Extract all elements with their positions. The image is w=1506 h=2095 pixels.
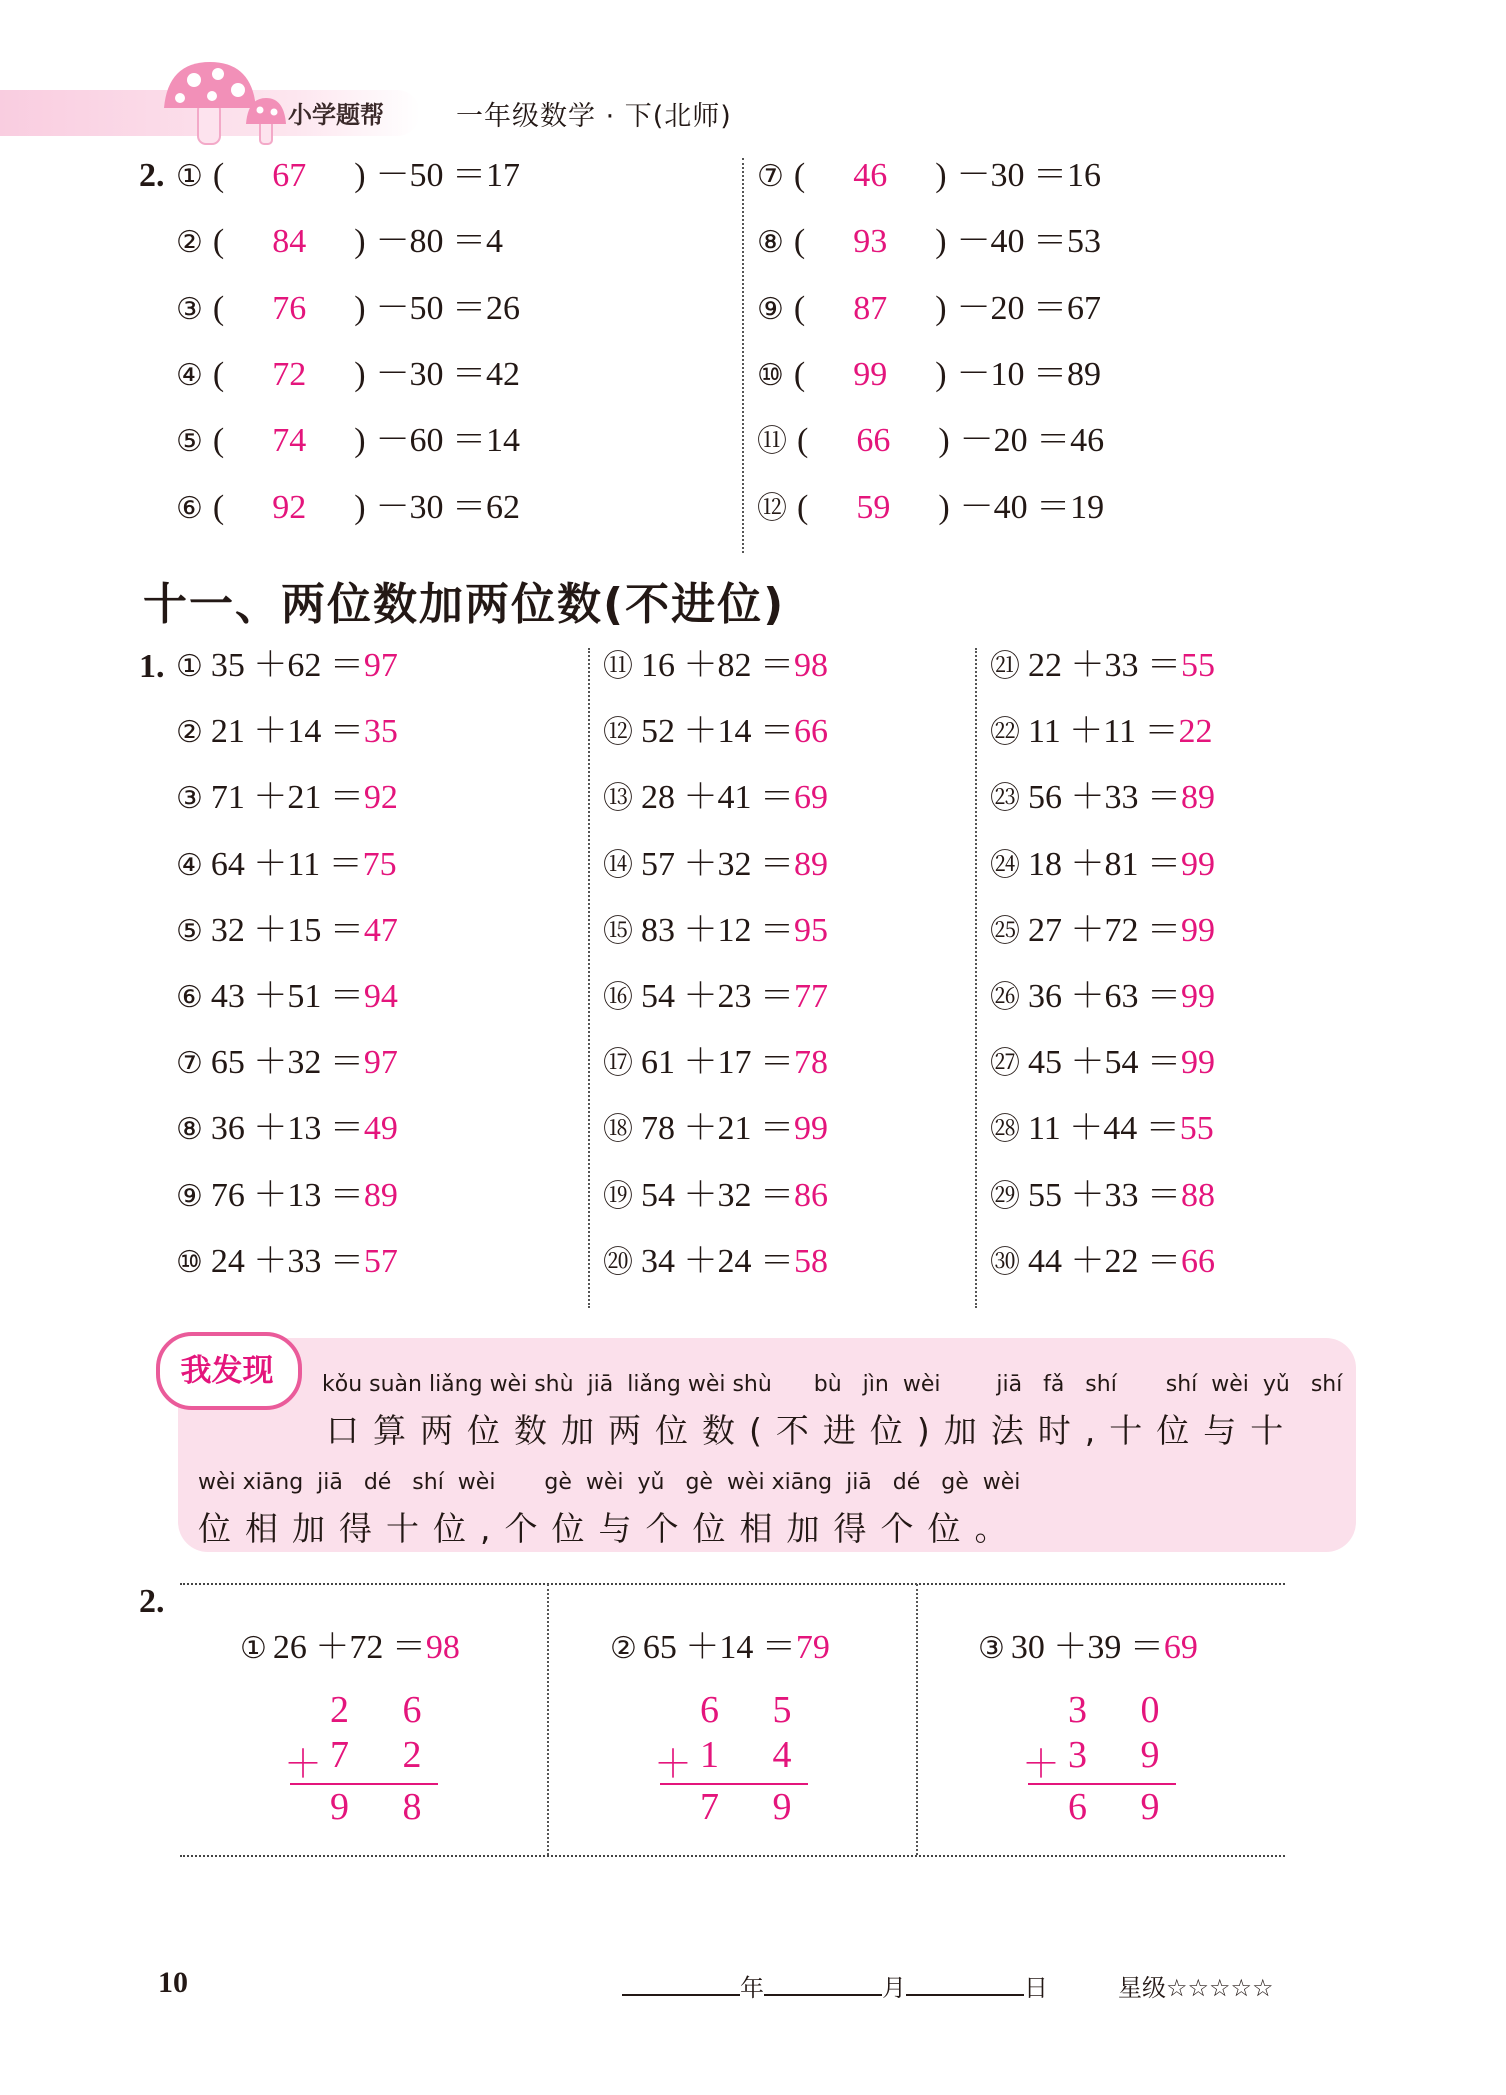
- answer-value[interactable]: 58: [794, 1242, 828, 1280]
- item-number: ⑯: [603, 980, 633, 1015]
- item-number: ⑬: [603, 781, 633, 817]
- item-number: ⑩: [176, 1244, 203, 1280]
- equation-rest: －50 ＝17: [375, 157, 521, 194]
- answer-value[interactable]: 92: [272, 488, 307, 526]
- item-number: ㉖: [990, 980, 1020, 1015]
- item-number: ①: [176, 159, 203, 194]
- equation-expression: 83 ＋12 ＝: [641, 911, 794, 949]
- equation-row: [176, 1176, 398, 1217]
- paren-open: (: [212, 488, 225, 526]
- equation-row: [176, 977, 398, 1018]
- answer-value[interactable]: 78: [794, 1044, 828, 1082]
- sum-result[interactable]: 6 9: [1068, 1786, 1182, 1828]
- plus-sign: ＋: [284, 1744, 323, 1786]
- equation-expression: 36 ＋63 ＝: [1028, 978, 1181, 1015]
- answer-value[interactable]: 66: [856, 422, 891, 460]
- equation-row: [176, 421, 520, 462]
- pinyin-line: kǒu suàn liǎng wèi shù jiā liǎng wèi shù bù jìn wèi jiā fǎ shí shí wèi yǔ shí: [322, 1372, 1343, 1397]
- equation-rest: －30 ＝62: [375, 488, 521, 526]
- equation-expression: 16 ＋82 ＝: [641, 647, 794, 684]
- equation-rest: －40 ＝19: [959, 488, 1105, 526]
- answer-value[interactable]: 84: [272, 223, 307, 261]
- equation-row: [603, 1176, 828, 1217]
- equation-rest: －20 ＝67: [956, 289, 1102, 327]
- answer-value[interactable]: 22: [1178, 713, 1213, 751]
- plus-sign: ＋: [654, 1744, 693, 1786]
- equation-row: [990, 1109, 1214, 1150]
- equation-row: [990, 845, 1215, 886]
- equation-row: [990, 712, 1212, 753]
- answer-value[interactable]: 94: [363, 978, 398, 1015]
- answer-value[interactable]: 88: [1181, 1176, 1215, 1214]
- equation-expression: 44 ＋22 ＝: [1028, 1242, 1181, 1280]
- equation-row: [990, 646, 1215, 687]
- paren-open: (: [793, 355, 806, 393]
- item-number: ③: [978, 1631, 1005, 1666]
- date-fields: [622, 1968, 1048, 2003]
- equation-row: [990, 1043, 1215, 1084]
- item-number: ①: [176, 649, 203, 684]
- equation-row: [176, 222, 503, 263]
- book-title: 一年级数学 · 下(北师): [456, 101, 732, 132]
- equation-row: [176, 355, 520, 396]
- equation-rest: －20 ＝46: [959, 422, 1105, 460]
- answer-value[interactable]: 69: [1163, 1629, 1198, 1666]
- equation-rest: －60 ＝14: [375, 422, 521, 460]
- equation-row: [990, 778, 1215, 819]
- equation-row: [757, 421, 1104, 462]
- item-number: ①: [240, 1631, 267, 1666]
- column-divider: [742, 158, 744, 553]
- answer-value[interactable]: 66: [794, 713, 828, 751]
- paren-close: ): [935, 223, 947, 261]
- answer-value[interactable]: 93: [853, 223, 888, 261]
- pinyin-line: wèi xiāng jiā dé shí wèi gè wèi yǔ gè wèi xiāng jiā dé gè wèi: [198, 1470, 1021, 1495]
- equation-expression: 34 ＋24 ＝: [641, 1242, 794, 1280]
- equation-row: [990, 911, 1215, 952]
- sum-result[interactable]: 9 8: [330, 1786, 444, 1828]
- equation-expression: 28 ＋41 ＝: [641, 779, 794, 817]
- item-number: ④: [176, 357, 203, 393]
- item-number: ⑥: [176, 490, 203, 526]
- paren-close: ): [935, 289, 947, 327]
- equation-rest: －50 ＝26: [375, 289, 521, 327]
- column-divider: [588, 648, 590, 1308]
- equation-row: [603, 712, 828, 753]
- addend-bottom: 1 4: [700, 1734, 814, 1776]
- addend-top: 6 5: [700, 1689, 814, 1731]
- answer-value[interactable]: 59: [856, 488, 891, 526]
- equation-row: [176, 1109, 398, 1150]
- paren-close: ): [938, 488, 950, 526]
- item-number: ⑤: [176, 424, 203, 460]
- answer-value[interactable]: 99: [794, 1110, 828, 1148]
- equation-rest: －10 ＝89: [956, 355, 1102, 393]
- paren-close: ): [354, 157, 366, 194]
- equation-expression: 36 ＋13 ＝: [210, 1110, 364, 1148]
- equation-expression: 18 ＋81 ＝: [1028, 845, 1181, 883]
- equation-row: [990, 1242, 1215, 1283]
- item-number: ㉒: [990, 715, 1020, 751]
- equation-expression: 45 ＋54 ＝: [1028, 1044, 1181, 1082]
- equation-expression: 76 ＋13 ＝: [210, 1176, 364, 1214]
- answer-value[interactable]: 99: [1181, 1044, 1215, 1082]
- discovery-text-line: 口算两位数加两位数(不进位)加法时,十位与十: [326, 1411, 1298, 1450]
- item-number: ⑩: [757, 357, 784, 393]
- answer-value[interactable]: 79: [795, 1629, 830, 1666]
- equation-row: [603, 778, 828, 819]
- answer-value[interactable]: 72: [272, 355, 307, 393]
- equation-row: [757, 222, 1101, 263]
- paren-close: ): [354, 488, 366, 526]
- item-number: ㉘: [990, 1112, 1020, 1148]
- item-number: ㉗: [990, 1046, 1020, 1082]
- answer-value[interactable]: 69: [794, 779, 828, 817]
- item-number: ⑦: [757, 159, 784, 194]
- item-number: ⑤: [176, 913, 203, 949]
- equation-row: [176, 1242, 398, 1283]
- equation-row: [978, 1628, 1198, 1669]
- answer-value[interactable]: 99: [853, 355, 888, 393]
- star-rating[interactable]: 星级☆☆☆☆☆: [1118, 1974, 1274, 2002]
- equation-expression: 65 ＋14 ＝: [642, 1629, 796, 1666]
- paren-open: (: [793, 157, 806, 194]
- month-label: 月: [882, 1974, 906, 2002]
- item-number: ㉙: [990, 1178, 1020, 1214]
- mushroom-icon: [160, 56, 290, 152]
- column-divider: [547, 1584, 549, 1855]
- paren-open: (: [212, 422, 225, 460]
- equation-row: [176, 845, 397, 886]
- question-number: 2.: [139, 157, 165, 194]
- page-number: 10: [158, 1966, 188, 1999]
- item-number: ⑱: [603, 1112, 633, 1148]
- equation-row: [176, 712, 398, 753]
- answer-value[interactable]: 89: [794, 845, 828, 883]
- item-number: ⑰: [603, 1046, 633, 1082]
- equation-expression: 22 ＋33 ＝: [1028, 647, 1181, 684]
- item-number: ㉔: [990, 847, 1020, 883]
- item-number: ⑫: [603, 715, 633, 751]
- equation-expression: 65 ＋32 ＝: [210, 1044, 364, 1082]
- equation-row: [603, 1043, 828, 1084]
- equation-expression: 27 ＋72 ＝: [1028, 911, 1181, 949]
- equation-rest: －80 ＝4: [375, 223, 504, 261]
- equation-expression: 11 ＋11 ＝: [1028, 713, 1179, 751]
- answer-value[interactable]: 89: [1181, 779, 1215, 817]
- equation-row: [176, 289, 520, 330]
- answer-value[interactable]: 47: [363, 911, 398, 949]
- answer-value[interactable]: 92: [363, 779, 398, 817]
- sum-result[interactable]: 7 9: [700, 1786, 814, 1828]
- answer-value[interactable]: 89: [363, 1176, 398, 1214]
- addend-bottom: 3 9: [1068, 1734, 1182, 1776]
- equation-row: [757, 488, 1104, 529]
- paren-open: (: [212, 289, 225, 327]
- paren-close: ): [354, 289, 366, 327]
- answer-value[interactable]: 95: [794, 911, 828, 949]
- equation-expression: 55 ＋33 ＝: [1028, 1176, 1181, 1214]
- equation-row: [176, 1043, 398, 1084]
- equation-row: [603, 845, 828, 886]
- item-number: ③: [176, 291, 203, 327]
- equation-expression: 43 ＋51 ＝: [210, 978, 364, 1015]
- paren-open: (: [797, 422, 809, 460]
- item-number: ⑨: [176, 1178, 203, 1214]
- addend-bottom: 7 2: [330, 1734, 444, 1776]
- day-label: 日: [1024, 1974, 1048, 2002]
- paren-close: ): [935, 355, 947, 393]
- equation-row: [757, 289, 1101, 330]
- item-number: ③: [176, 781, 203, 817]
- answer-value[interactable]: 74: [272, 422, 307, 460]
- equation-rest: －40 ＝53: [956, 223, 1102, 261]
- equation-expression: 30 ＋39 ＝: [1010, 1629, 1164, 1666]
- answer-value[interactable]: 76: [272, 289, 307, 327]
- answer-value[interactable]: 77: [794, 978, 828, 1015]
- paren-close: ): [354, 355, 366, 393]
- equation-row: [603, 646, 828, 687]
- answer-value[interactable]: 98: [425, 1629, 460, 1666]
- item-number: ⑪: [757, 424, 787, 460]
- day-blank[interactable]: [906, 1974, 1024, 1996]
- item-number: ②: [176, 225, 203, 261]
- answer-value[interactable]: 46: [853, 157, 888, 194]
- paren-open: (: [797, 488, 809, 526]
- paren-open: (: [212, 157, 225, 194]
- equation-rest: －30 ＝16: [956, 157, 1102, 194]
- item-number: ②: [610, 1631, 637, 1666]
- item-number: ⑳: [603, 1244, 633, 1280]
- item-number: ㉑: [990, 649, 1020, 684]
- answer-value[interactable]: 98: [794, 647, 828, 684]
- question-number: 2.: [139, 1583, 165, 1620]
- equation-expression: 78 ＋21 ＝: [641, 1110, 794, 1148]
- brand-label: 小学题帮: [288, 101, 384, 129]
- item-number: ⑨: [757, 291, 784, 327]
- column-divider: [916, 1584, 918, 1855]
- equation-row: [757, 156, 1101, 197]
- equation-row: [603, 977, 828, 1018]
- answer-value[interactable]: 66: [1181, 1242, 1215, 1280]
- item-number: ㉕: [990, 913, 1020, 949]
- equation-expression: 54 ＋32 ＝: [641, 1176, 794, 1214]
- equation-row: [240, 1628, 460, 1669]
- item-number: ⑮: [603, 913, 633, 949]
- dotted-rule: [180, 1583, 1285, 1585]
- equation-row: [176, 911, 398, 952]
- addend-top: 3 0: [1068, 1689, 1182, 1731]
- item-number: ⑧: [757, 225, 784, 261]
- equation-expression: 24 ＋33 ＝: [210, 1242, 364, 1280]
- item-number: ⑲: [603, 1178, 633, 1214]
- answer-value[interactable]: 99: [1181, 911, 1215, 949]
- answer-value[interactable]: 75: [362, 845, 397, 883]
- answer-value[interactable]: 86: [794, 1176, 828, 1214]
- equation-expression: 26 ＋72 ＝: [272, 1629, 426, 1666]
- item-number: ②: [176, 715, 203, 751]
- answer-value[interactable]: 99: [1181, 845, 1215, 883]
- equation-row: [757, 355, 1101, 396]
- equation-expression: 57 ＋32 ＝: [641, 845, 794, 883]
- paren-open: (: [212, 355, 225, 393]
- equation-row: [176, 488, 520, 529]
- answer-value[interactable]: 67: [272, 157, 307, 194]
- item-number: ⑪: [603, 649, 633, 684]
- equation-expression: 11 ＋44 ＝: [1028, 1110, 1180, 1148]
- answer-value[interactable]: 97: [363, 1044, 398, 1082]
- equation-row: [176, 778, 398, 819]
- equation-expression: 21 ＋14 ＝: [210, 713, 364, 751]
- item-number: ㉓: [990, 781, 1020, 817]
- year-label: 年: [740, 1974, 764, 2002]
- equation-expression: 61 ＋17 ＝: [641, 1044, 794, 1082]
- item-number: ④: [176, 847, 203, 883]
- plus-sign: ＋: [1022, 1744, 1061, 1786]
- answer-value[interactable]: 87: [853, 289, 888, 327]
- equation-expression: 64 ＋11 ＝: [210, 845, 363, 883]
- equation-expression: 52 ＋14 ＝: [641, 713, 794, 751]
- column-divider: [975, 648, 977, 1308]
- equation-row: [990, 977, 1215, 1018]
- answer-value[interactable]: 55: [1179, 1110, 1214, 1148]
- answer-value[interactable]: 55: [1181, 647, 1215, 684]
- addend-top: 2 6: [330, 1689, 444, 1731]
- paren-open: (: [793, 223, 806, 261]
- paren-open: (: [793, 289, 806, 327]
- equation-expression: 54 ＋23 ＝: [641, 978, 794, 1015]
- year-blank[interactable]: [622, 1974, 740, 1996]
- item-number: ⑫: [757, 490, 787, 526]
- paren-close: ): [935, 157, 947, 194]
- answer-value[interactable]: 57: [363, 1242, 398, 1280]
- dotted-rule: [180, 1855, 1285, 1857]
- equation-row: [610, 1628, 830, 1669]
- item-number: ⑧: [176, 1112, 203, 1148]
- answer-value[interactable]: 99: [1181, 978, 1215, 1015]
- equation-row: [603, 1109, 828, 1150]
- item-number: ⑦: [176, 1046, 203, 1082]
- answer-value[interactable]: 35: [363, 713, 398, 751]
- item-number: ⑭: [603, 847, 633, 883]
- paren-close: ): [938, 422, 950, 460]
- equation-row: [603, 1242, 828, 1283]
- question-number: 1.: [139, 648, 165, 685]
- item-number: ㉚: [990, 1244, 1020, 1280]
- month-blank[interactable]: [764, 1974, 882, 1996]
- answer-value[interactable]: 49: [363, 1110, 398, 1148]
- paren-close: ): [354, 223, 366, 261]
- equation-rest: －30 ＝42: [375, 355, 521, 393]
- equation-row: [176, 646, 398, 687]
- equation-row: [990, 1176, 1215, 1217]
- discovery-badge-label: 我发现: [180, 1353, 274, 1389]
- equation-expression: 35 ＋62 ＝: [210, 647, 364, 684]
- equation-expression: 71 ＋21 ＝: [210, 779, 364, 817]
- discovery-text-line: 位相加得十位,个位与个位相加得个位。: [198, 1509, 1022, 1548]
- equation-expression: 32 ＋15 ＝: [210, 911, 364, 949]
- answer-value[interactable]: 97: [363, 647, 398, 684]
- equation-row: [176, 156, 520, 197]
- equation-expression: 56 ＋33 ＝: [1028, 779, 1181, 817]
- section-title: 十一、两位数加两位数(不进位): [143, 579, 786, 630]
- paren-close: ): [354, 422, 366, 460]
- equation-row: [603, 911, 828, 952]
- item-number: ⑥: [176, 980, 203, 1015]
- paren-open: (: [212, 223, 225, 261]
